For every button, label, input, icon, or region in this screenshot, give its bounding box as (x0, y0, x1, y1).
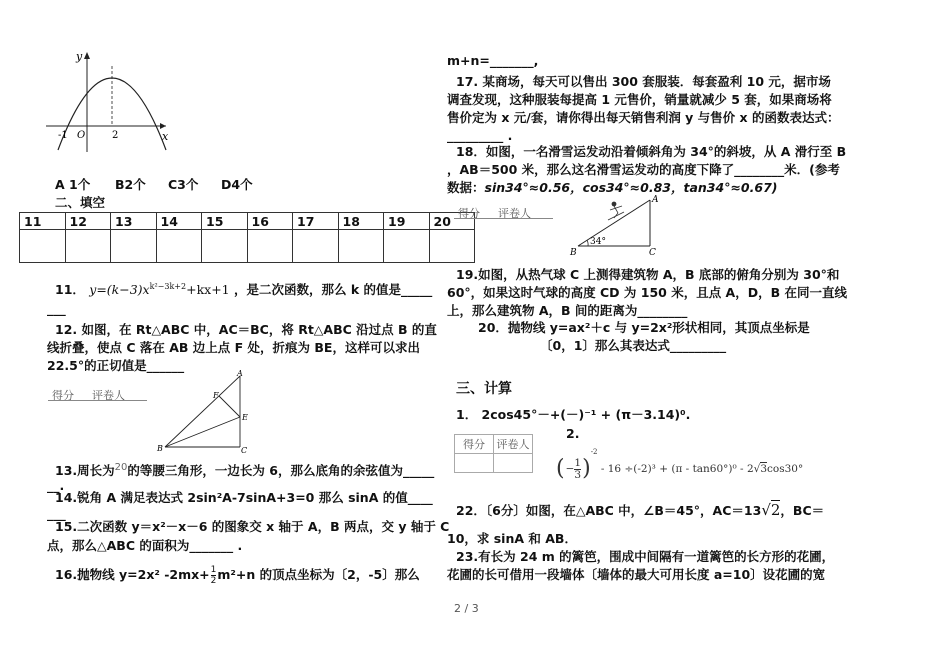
q17-line1: 17. 某商场，每天可以售出 300 套服装．每套盈利 10 元，据市场 (456, 74, 831, 89)
q16-cont: m+n=_______, (447, 53, 539, 68)
x-axis-arrow (160, 123, 166, 129)
q18-line2: ，AB＝500 米，那么这名滑雪运发动的高度下降了________米．(参考 (447, 162, 840, 177)
q12-line2: 线折叠，使点 C 落在 AB 边上点 F 处，折痕为 BE，这样可以求出 (47, 340, 420, 355)
answer-cell[interactable] (65, 230, 111, 263)
skier-icon (608, 202, 624, 220)
grader-table-label: 评卷人 (494, 435, 533, 454)
q17-line2: 调查发现，这种服装每提高 1 元售价，销量就减少 5 套，如果商场将 (447, 92, 832, 107)
calc-2-frac-num: 1 (574, 456, 582, 469)
q14: 14.锐角 A 满足表达式 2sin²A-7sinA+3=0 那么 sinA 的值____ (55, 490, 433, 505)
q11-exponent: k²−3k+2 (149, 282, 187, 291)
choice-c: C3个 (168, 177, 199, 192)
q22-b: ，BC＝ (780, 503, 825, 518)
calc-2-label: 2. (566, 426, 580, 441)
calc-2-tail: cos30° (767, 463, 804, 475)
q11-formula: y=(k−3)x (89, 282, 150, 298)
q23-line1: 23.有长为 24 m 的篱笆，围成中间隔有一道篱笆的长方形的花圃， (456, 549, 835, 564)
slope-label-c: C (649, 248, 656, 258)
tri-label-a: A (237, 369, 243, 378)
answer-header: 14 (156, 213, 202, 230)
answer-header: 18 (338, 213, 384, 230)
q22-line2: 10，求 sinA 和 AB． (447, 531, 577, 546)
answer-header: 20 (429, 213, 475, 230)
answer-cell[interactable] (111, 230, 157, 263)
answer-cell[interactable] (293, 230, 339, 263)
calc-2-formula: (− $\frac{1}{3}$ )$^{-2}$ - 16 ÷(-2)³ + (π - tan60°)⁰ - 2√3cos30° (556, 448, 804, 481)
choice-d: D4个 (221, 177, 253, 192)
score-table (454, 434, 533, 473)
calc-1: 1． 2cos45°－+(－)⁻¹ + (π－3.14)⁰. (456, 407, 691, 422)
q11-text: ，是二次函数，那么 k 的值是_____ (234, 282, 433, 298)
choice-a: A 1个 (55, 177, 91, 192)
answer-cell[interactable] (156, 230, 202, 263)
q13 (55, 459, 434, 480)
q17-line4: _________ . (447, 128, 513, 143)
slope-label-a: A (652, 195, 659, 205)
triangle-fold-figure (155, 368, 255, 458)
slope-angle-label: 34° (590, 237, 606, 247)
answer-header: 15 (202, 213, 248, 230)
grader-label: 评卷人 (92, 389, 125, 402)
q13-num: 20 (114, 462, 128, 473)
q20-line1: 20．抛物线 y=ax²＋c 与 y=2x²形状相同，其顶点坐标是 (478, 320, 810, 335)
grader-entry[interactable] (494, 454, 533, 473)
q13-a: 13.周长为 (55, 463, 115, 479)
q13-b: 的等腰三角形，一边长为 6，那么底角的余弦值为_____ (127, 463, 435, 479)
section-2-title: 二、填空 (55, 195, 106, 210)
q19-line1: 19.如图，从热气球 C 上测得建筑物 A，B 底部的俯角分别为 30°和 (456, 267, 840, 282)
answer-header: 17 (293, 213, 339, 230)
choice-b: B2个 (115, 177, 146, 192)
answer-header: 11 (20, 213, 66, 230)
answer-cell[interactable] (384, 230, 430, 263)
grader-label: 评卷人 (498, 207, 531, 220)
q12-line1: 12. 如图，在 Rt△ABC 中，AC＝BC，将 Rt△ABC 沿过点 B 的直 (55, 322, 437, 337)
tick-two: 2 (112, 130, 119, 141)
q16-fraction (211, 565, 217, 586)
answer-cell[interactable] (247, 230, 293, 263)
score-box-left (52, 387, 143, 403)
calc-2-sqrt: 3 (760, 463, 768, 475)
answer-header: 19 (384, 213, 430, 230)
q22-a: 22．〔6分〕如图，在△ABC 中，∠B＝45°，AC＝13 (456, 503, 762, 518)
answer-cell[interactable] (202, 230, 248, 263)
q19-line2: 60°，如果这时气球的高度 CD 为 150 米，且点 A，D，B 在同一直线 (447, 285, 847, 300)
q18-line1: 18．如图，一名滑雪运发动沿着倾斜角为 34°的斜坡，从 A 滑行至 B (456, 144, 847, 159)
score-table-label: 得分 (455, 435, 494, 454)
page-number: 2 / 3 (454, 602, 479, 615)
q22-sqrt: 2 (770, 501, 781, 519)
q11-cont: ___ (47, 301, 66, 316)
tri-label-e: E (242, 413, 248, 422)
tri-label-f: F (213, 391, 219, 400)
q11 (55, 278, 432, 299)
y-axis-arrow (84, 52, 90, 59)
q11-formula-tail: +kx+1 (186, 282, 230, 298)
tick-neg-one: -1 (58, 130, 68, 141)
q12-line3: 22.5°的正切值是______ (47, 358, 185, 373)
calc-2-exp: -2 (590, 448, 598, 456)
calc-2-frac-den: 3 (574, 468, 582, 481)
q17-line3: 售价定为 x 元/套，请你得出每天销售利润 y 与售价 x 的函数表达式： (447, 110, 840, 125)
q13-cont: __. (47, 478, 65, 493)
q16-frac-den: 2 (210, 576, 217, 586)
parabola-graph-figure (40, 48, 180, 160)
q16-a: 16.抛物线 y=2x² -2mx+ (55, 567, 210, 582)
score-label: 得分 (52, 389, 74, 402)
q15-line1: 15.二次函数 y＝x²－x－6 的图象交 x 轴于 A，B 两点，交 y 轴于 C (55, 519, 450, 534)
q20-line2: 〔0，1〕那么其表达式_________ (540, 338, 727, 353)
answer-header: 16 (247, 213, 293, 230)
score-box-right (458, 205, 549, 221)
q16 (55, 565, 420, 586)
q22-line1: 22．〔6分〕如图，在△ABC 中，∠B＝45°，AC＝13√2，BC＝ (456, 501, 825, 519)
q14-cont: ___ (47, 506, 66, 521)
q18-data-label: 数据： (447, 180, 485, 195)
score-entry[interactable] (455, 454, 494, 473)
q18-data-values: sin34°≈0.56，cos34°≈0.83，tan34°≈0.67) (484, 180, 778, 195)
tri-label-b: B (157, 444, 163, 453)
slope-label-b: B (570, 248, 577, 258)
x-axis-label: x (162, 130, 169, 143)
q11-prefix: 11． (55, 282, 85, 298)
origin-label: O (77, 130, 86, 141)
answer-header: 13 (111, 213, 157, 230)
answer-cell[interactable] (338, 230, 384, 263)
q15-line2: 点，那么△ABC 的面积为_______ . (47, 538, 243, 553)
answer-table (19, 212, 475, 263)
ski-slope-figure (566, 194, 666, 258)
q16-frac-num: 1 (210, 565, 217, 575)
q16-b: m²+n 的顶点坐标为〔2，-5〕那么 (217, 567, 420, 582)
answer-header: 12 (65, 213, 111, 230)
q19-line3: 上，那么建筑物 A，B 间的距离为________ (447, 303, 688, 318)
tri-label-c: C (241, 446, 248, 455)
q23-line2: 花圃的长可借用一段墙体〔墙体的最大可用长度 a=10〕设花圃的宽 (447, 567, 826, 582)
score-label: 得分 (458, 207, 480, 220)
answer-cell[interactable] (20, 230, 66, 263)
answer-cell[interactable] (429, 230, 475, 263)
y-axis-label: y (76, 50, 83, 63)
section-3-title: 三、计算 (456, 381, 512, 397)
calc-2-rest: - 16 ÷(-2)³ + (π - tan60°)⁰ - 2 (600, 463, 754, 475)
